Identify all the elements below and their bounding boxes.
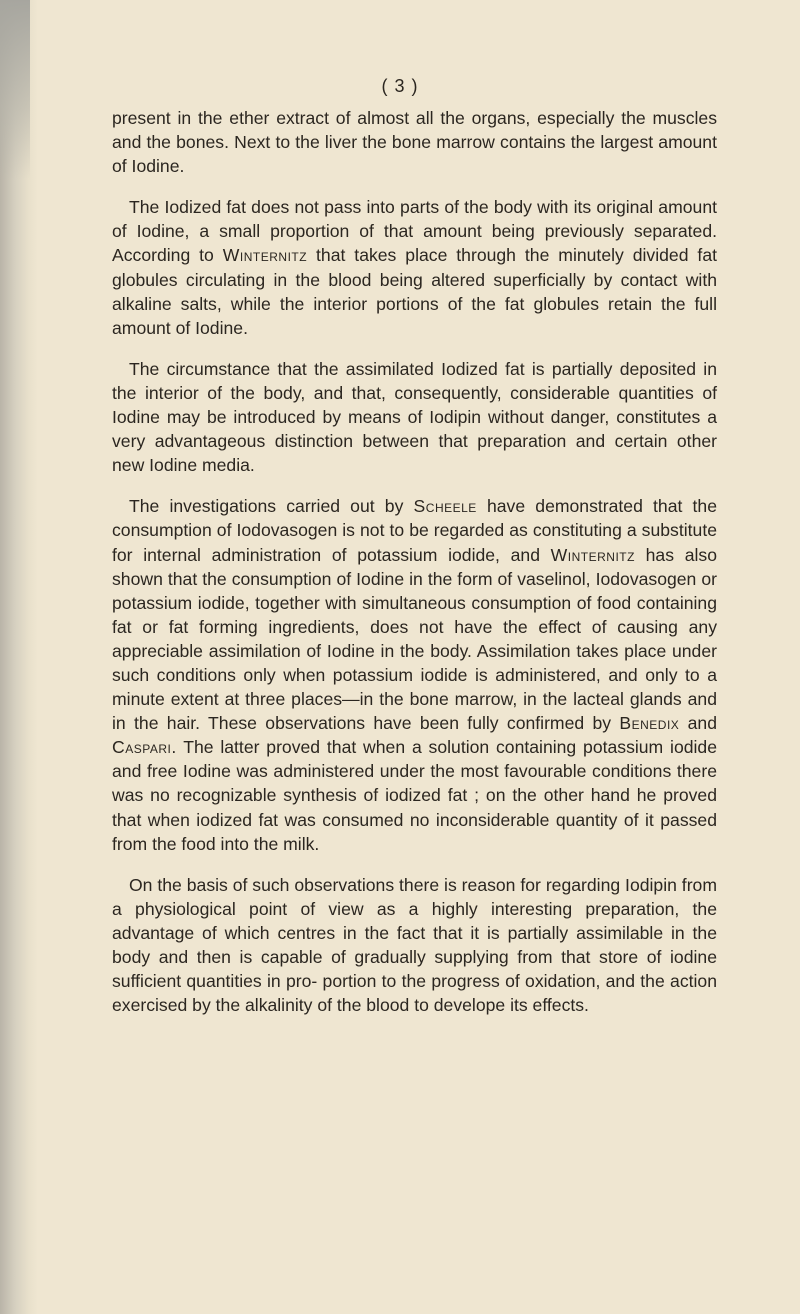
page-number: ( 3 ): [381, 76, 419, 96]
page-binding-shadow: [0, 0, 38, 1314]
paragraph-text: The latter proved that when a solution containing potassium iodide and free Iodine was administered under the most favourable conditions there was no recognizable synthesis of iodized fat ; on the other hand he proved that when iodized fat was consumed no inconsiderable quantity of it passed from the food into the milk.: [112, 737, 717, 854]
paragraph-1: [112, 106, 717, 178]
author-name: Winternitz: [222, 245, 308, 266]
paragraph-text: The circumstance that the assimilated Iodized fat is partially deposited in the interior of the body, and that, consequently, considerable quantities of Iodine may be introduced by means of Iodipin without danger, constitutes a very advantageous distinction between that preparation and certain other new Iodine media.: [112, 358, 717, 476]
paragraph-text: have demonstrated that the consumption of Iodovasogen is not to be regarded as constituting a substitute for internal administration of potassium iodide, and: [112, 496, 717, 565]
paragraph-5: [112, 873, 717, 1018]
paragraph-text: and: [679, 713, 717, 734]
paragraph-4: [112, 494, 717, 855]
paragraph-3: [112, 357, 717, 477]
document-body: [112, 106, 717, 1034]
paragraph-text: present in the ether extract of almost all the organs, especially the muscles and the bones. Next to the liver the bone marrow contains the largest amount of Iodine.: [112, 108, 717, 177]
paragraph-2: [112, 195, 717, 340]
paragraph-text: The Iodized fat does not pass into parts of the body with its original amount of Iodine, a small proportion of that amount being previously separated. According to: [112, 197, 717, 266]
paragraph-text: On the basis of such observations there is reason for regarding Iodipin from a physiological point of view as a highly interesting preparation, the advantage of which centres in the fact that it is partially assimilable in the body and then is capable of gradually supplying from that store of iodine sufficient quantities in pro- portion to the progress of oxidation, and the action exercised by the alkalinity of the blood to develope its effects.: [112, 874, 717, 1016]
author-name: Benedix: [619, 713, 680, 734]
paragraph-text: that takes place through the minutely divided fat globules circulating in the blood being altered superficially by contact with alkaline salts, while the interior portions of the fat globules retain the full amount of Iodine.: [112, 245, 717, 338]
author-name: Scheele: [413, 496, 477, 517]
author-name: Caspari.: [112, 737, 177, 758]
paragraph-text: has also shown that the consumption of Iodine in the form of vaselinol, Iodovasogen or potassium iodide, together with simultaneous consumption of food containing fat or fat forming ingredients, does not have the effect of causing any appreciable assimilation of Iodine in the body. Assimilation takes place under such conditions only when potassium iodide is administered, and only to a minute extent at three places—in the bone marrow, in the lacteal glands and in the hair. These observations have been fully confirmed by: [112, 544, 717, 734]
paragraph-text: The investigations carried out by: [129, 496, 414, 517]
author-name: Winternitz: [550, 544, 635, 565]
